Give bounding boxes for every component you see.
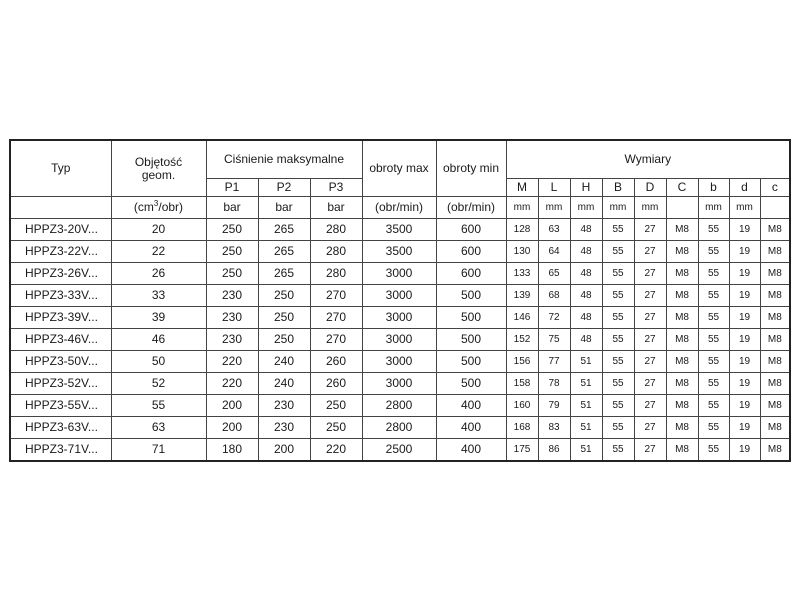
cell-objetosc: 52 <box>111 373 206 395</box>
cell-obroty-min: 500 <box>436 351 506 373</box>
cell-dim-H: 48 <box>570 307 602 329</box>
header-dim-c: c <box>760 179 790 197</box>
cell-dim-H: 51 <box>570 395 602 417</box>
cell-dim-B: 55 <box>602 241 634 263</box>
table-row <box>10 417 790 439</box>
pump-spec-table <box>9 139 791 462</box>
unit-dim-d: mm <box>729 197 760 219</box>
cell-p2: 250 <box>258 329 310 351</box>
cell-dim-B: 55 <box>602 263 634 285</box>
cell-dim-D: 27 <box>634 395 666 417</box>
table-row <box>10 219 790 241</box>
cell-dim-c: M8 <box>760 219 790 241</box>
cell-objetosc: 26 <box>111 263 206 285</box>
cell-objetosc: 33 <box>111 285 206 307</box>
cell-dim-D: 27 <box>634 307 666 329</box>
cell-obroty-min: 400 <box>436 395 506 417</box>
unit-dim-b: mm <box>698 197 729 219</box>
cell-dim-c: M8 <box>760 307 790 329</box>
cell-obroty-min: 400 <box>436 417 506 439</box>
unit-dim-M: mm <box>506 197 538 219</box>
cell-dim-M: 175 <box>506 439 538 462</box>
cell-dim-M: 160 <box>506 395 538 417</box>
cell-obroty-max: 2800 <box>362 417 436 439</box>
cell-obroty-max: 3500 <box>362 241 436 263</box>
cell-obroty-min: 600 <box>436 219 506 241</box>
unit-objetosc <box>111 197 206 219</box>
table-row <box>10 241 790 263</box>
cell-obroty-min: 600 <box>436 263 506 285</box>
cell-p3: 250 <box>310 395 362 417</box>
header-dim-D: D <box>634 179 666 197</box>
cell-obroty-max: 3500 <box>362 219 436 241</box>
cell-dim-H: 51 <box>570 417 602 439</box>
cell-dim-c: M8 <box>760 417 790 439</box>
cell-obroty-min: 500 <box>436 373 506 395</box>
cell-obroty-max: 2800 <box>362 395 436 417</box>
cell-dim-C: M8 <box>666 395 698 417</box>
cell-p1: 230 <box>206 329 258 351</box>
header-dim-C: C <box>666 179 698 197</box>
cell-dim-M: 158 <box>506 373 538 395</box>
cell-dim-D: 27 <box>634 285 666 307</box>
cell-p1: 250 <box>206 263 258 285</box>
cell-dim-D: 27 <box>634 219 666 241</box>
cell-typ: HPPZ3-63V... <box>10 417 111 439</box>
header-dim-b: b <box>698 179 729 197</box>
cell-typ: HPPZ3-55V... <box>10 395 111 417</box>
unit-p3: bar <box>310 197 362 219</box>
cell-dim-C: M8 <box>666 263 698 285</box>
cell-dim-b: 55 <box>698 351 729 373</box>
cell-dim-d: 19 <box>729 373 760 395</box>
cell-p2: 250 <box>258 285 310 307</box>
cell-p3: 260 <box>310 351 362 373</box>
header-dim-B: B <box>602 179 634 197</box>
cell-dim-d: 19 <box>729 241 760 263</box>
cell-objetosc: 22 <box>111 241 206 263</box>
cell-dim-L: 83 <box>538 417 570 439</box>
cell-dim-M: 156 <box>506 351 538 373</box>
cell-p1: 220 <box>206 373 258 395</box>
cell-dim-C: M8 <box>666 351 698 373</box>
cell-p3: 280 <box>310 219 362 241</box>
cell-typ: HPPZ3-33V... <box>10 285 111 307</box>
cell-dim-D: 27 <box>634 417 666 439</box>
cell-objetosc: 39 <box>111 307 206 329</box>
cell-dim-L: 78 <box>538 373 570 395</box>
cell-dim-b: 55 <box>698 285 729 307</box>
cell-dim-d: 19 <box>729 219 760 241</box>
cell-obroty-min: 500 <box>436 329 506 351</box>
cell-p3: 280 <box>310 263 362 285</box>
header-objetosc-line2: geom. <box>141 167 176 182</box>
cell-dim-b: 55 <box>698 307 729 329</box>
cell-dim-d: 19 <box>729 263 760 285</box>
cell-dim-b: 55 <box>698 417 729 439</box>
cell-p1: 230 <box>206 307 258 329</box>
cell-typ: HPPZ3-26V... <box>10 263 111 285</box>
cell-dim-C: M8 <box>666 285 698 307</box>
cell-dim-C: M8 <box>666 219 698 241</box>
table-row <box>10 263 790 285</box>
cell-dim-B: 55 <box>602 351 634 373</box>
cell-dim-b: 55 <box>698 373 729 395</box>
cell-objetosc: 20 <box>111 219 206 241</box>
cell-p1: 180 <box>206 439 258 462</box>
cell-dim-H: 48 <box>570 219 602 241</box>
unit-dim-B: mm <box>602 197 634 219</box>
cell-dim-L: 72 <box>538 307 570 329</box>
cell-dim-L: 86 <box>538 439 570 462</box>
cell-objetosc: 71 <box>111 439 206 462</box>
cell-dim-b: 55 <box>698 219 729 241</box>
cell-dim-L: 64 <box>538 241 570 263</box>
cell-dim-d: 19 <box>729 439 760 462</box>
header-dim-M: M <box>506 179 538 197</box>
cell-dim-B: 55 <box>602 395 634 417</box>
cell-dim-b: 55 <box>698 395 729 417</box>
cell-typ: HPPZ3-71V... <box>10 439 111 462</box>
cell-typ: HPPZ3-52V... <box>10 373 111 395</box>
cell-dim-B: 55 <box>602 373 634 395</box>
cell-p1: 230 <box>206 285 258 307</box>
cell-dim-C: M8 <box>666 417 698 439</box>
cell-obroty-max: 2500 <box>362 439 436 462</box>
cell-objetosc: 63 <box>111 417 206 439</box>
cell-dim-L: 68 <box>538 285 570 307</box>
header-p2: P2 <box>258 179 310 197</box>
cell-dim-H: 48 <box>570 329 602 351</box>
cell-obroty-max: 3000 <box>362 373 436 395</box>
cell-objetosc: 50 <box>111 351 206 373</box>
cell-dim-C: M8 <box>666 241 698 263</box>
table-row <box>10 285 790 307</box>
header-p3: P3 <box>310 179 362 197</box>
cell-p2: 265 <box>258 263 310 285</box>
unit-dim-c <box>760 197 790 219</box>
header-row-1 <box>10 140 790 179</box>
cell-typ: HPPZ3-39V... <box>10 307 111 329</box>
header-obroty-min: obroty min <box>436 140 506 197</box>
cell-dim-c: M8 <box>760 263 790 285</box>
cell-dim-M: 139 <box>506 285 538 307</box>
cell-p2: 200 <box>258 439 310 462</box>
cell-dim-d: 19 <box>729 417 760 439</box>
cell-dim-d: 19 <box>729 285 760 307</box>
cell-typ: HPPZ3-50V... <box>10 351 111 373</box>
unit-dim-D: mm <box>634 197 666 219</box>
header-typ: Typ <box>10 140 111 197</box>
cell-typ: HPPZ3-20V... <box>10 219 111 241</box>
header-dim-d: d <box>729 179 760 197</box>
unit-dim-L: mm <box>538 197 570 219</box>
cell-obroty-min: 600 <box>436 241 506 263</box>
table-row <box>10 439 790 462</box>
unit-obroty-min: (obr/min) <box>436 197 506 219</box>
cell-p2: 265 <box>258 219 310 241</box>
cell-dim-H: 48 <box>570 241 602 263</box>
cell-obroty-min: 500 <box>436 285 506 307</box>
cell-dim-d: 19 <box>729 329 760 351</box>
cell-dim-c: M8 <box>760 373 790 395</box>
cell-dim-c: M8 <box>760 395 790 417</box>
header-dim-H: H <box>570 179 602 197</box>
cell-dim-C: M8 <box>666 329 698 351</box>
table-row <box>10 351 790 373</box>
cell-obroty-max: 3000 <box>362 263 436 285</box>
cell-dim-H: 51 <box>570 439 602 462</box>
cell-dim-D: 27 <box>634 263 666 285</box>
cell-dim-M: 168 <box>506 417 538 439</box>
cell-dim-D: 27 <box>634 373 666 395</box>
cell-obroty-max: 3000 <box>362 307 436 329</box>
cell-dim-C: M8 <box>666 439 698 462</box>
cell-p3: 270 <box>310 329 362 351</box>
cell-p2: 230 <box>258 395 310 417</box>
cell-dim-M: 152 <box>506 329 538 351</box>
cell-dim-c: M8 <box>760 329 790 351</box>
cell-objetosc: 55 <box>111 395 206 417</box>
cell-p2: 240 <box>258 373 310 395</box>
cell-dim-L: 65 <box>538 263 570 285</box>
cell-p3: 250 <box>310 417 362 439</box>
cell-dim-H: 51 <box>570 351 602 373</box>
header-wymiary: Wymiary <box>506 140 790 179</box>
cell-dim-B: 55 <box>602 417 634 439</box>
cell-obroty-min: 500 <box>436 307 506 329</box>
cell-dim-L: 79 <box>538 395 570 417</box>
cell-dim-c: M8 <box>760 351 790 373</box>
cell-dim-M: 128 <box>506 219 538 241</box>
header-obroty-max: obroty max <box>362 140 436 197</box>
cell-dim-B: 55 <box>602 307 634 329</box>
header-cisnienie: Ciśnienie maksymalne <box>206 140 362 179</box>
cell-dim-B: 55 <box>602 439 634 462</box>
cell-p1: 220 <box>206 351 258 373</box>
cell-dim-b: 55 <box>698 241 729 263</box>
cell-p3: 220 <box>310 439 362 462</box>
cell-dim-B: 55 <box>602 285 634 307</box>
cell-dim-M: 130 <box>506 241 538 263</box>
cell-dim-d: 19 <box>729 307 760 329</box>
unit-p2: bar <box>258 197 310 219</box>
cell-dim-C: M8 <box>666 307 698 329</box>
cell-dim-H: 48 <box>570 285 602 307</box>
cell-dim-d: 19 <box>729 395 760 417</box>
cell-p1: 200 <box>206 417 258 439</box>
cell-p2: 250 <box>258 307 310 329</box>
cell-p3: 280 <box>310 241 362 263</box>
table-row <box>10 329 790 351</box>
cell-p3: 270 <box>310 285 362 307</box>
cell-obroty-max: 3000 <box>362 329 436 351</box>
table-row <box>10 395 790 417</box>
unit-objetosc-pre: (cm <box>133 200 154 214</box>
units-row <box>10 197 790 219</box>
cell-typ: HPPZ3-22V... <box>10 241 111 263</box>
unit-typ <box>10 197 111 219</box>
unit-dim-H: mm <box>570 197 602 219</box>
cell-dim-L: 75 <box>538 329 570 351</box>
cell-p1: 250 <box>206 219 258 241</box>
cell-dim-M: 133 <box>506 263 538 285</box>
cell-dim-b: 55 <box>698 263 729 285</box>
cell-p1: 200 <box>206 395 258 417</box>
cell-dim-c: M8 <box>760 285 790 307</box>
cell-dim-D: 27 <box>634 439 666 462</box>
cell-dim-c: M8 <box>760 439 790 462</box>
cell-dim-d: 19 <box>729 351 760 373</box>
table-row <box>10 373 790 395</box>
cell-dim-H: 48 <box>570 263 602 285</box>
cell-dim-b: 55 <box>698 329 729 351</box>
cell-dim-H: 51 <box>570 373 602 395</box>
cell-dim-B: 55 <box>602 329 634 351</box>
cell-p2: 240 <box>258 351 310 373</box>
cell-p3: 270 <box>310 307 362 329</box>
unit-objetosc-post: /obr) <box>158 200 184 214</box>
table-row <box>10 307 790 329</box>
cell-dim-D: 27 <box>634 241 666 263</box>
unit-p1: bar <box>206 197 258 219</box>
cell-dim-c: M8 <box>760 241 790 263</box>
cell-dim-C: M8 <box>666 373 698 395</box>
cell-p2: 265 <box>258 241 310 263</box>
header-p1: P1 <box>206 179 258 197</box>
cell-dim-M: 146 <box>506 307 538 329</box>
unit-objetosc-sup: 3 <box>153 199 159 208</box>
cell-obroty-max: 3000 <box>362 351 436 373</box>
cell-objetosc: 46 <box>111 329 206 351</box>
cell-p1: 250 <box>206 241 258 263</box>
cell-obroty-max: 3000 <box>362 285 436 307</box>
header-dim-L: L <box>538 179 570 197</box>
cell-dim-L: 77 <box>538 351 570 373</box>
cell-dim-L: 63 <box>538 219 570 241</box>
cell-dim-b: 55 <box>698 439 729 462</box>
unit-obroty-max: (obr/min) <box>362 197 436 219</box>
cell-obroty-min: 400 <box>436 439 506 462</box>
header-objetosc-line1: Objętość <box>134 154 183 169</box>
cell-dim-D: 27 <box>634 351 666 373</box>
header-objetosc <box>111 140 206 197</box>
cell-p3: 260 <box>310 373 362 395</box>
cell-dim-B: 55 <box>602 219 634 241</box>
cell-dim-D: 27 <box>634 329 666 351</box>
unit-dim-C <box>666 197 698 219</box>
cell-typ: HPPZ3-46V... <box>10 329 111 351</box>
cell-p2: 230 <box>258 417 310 439</box>
